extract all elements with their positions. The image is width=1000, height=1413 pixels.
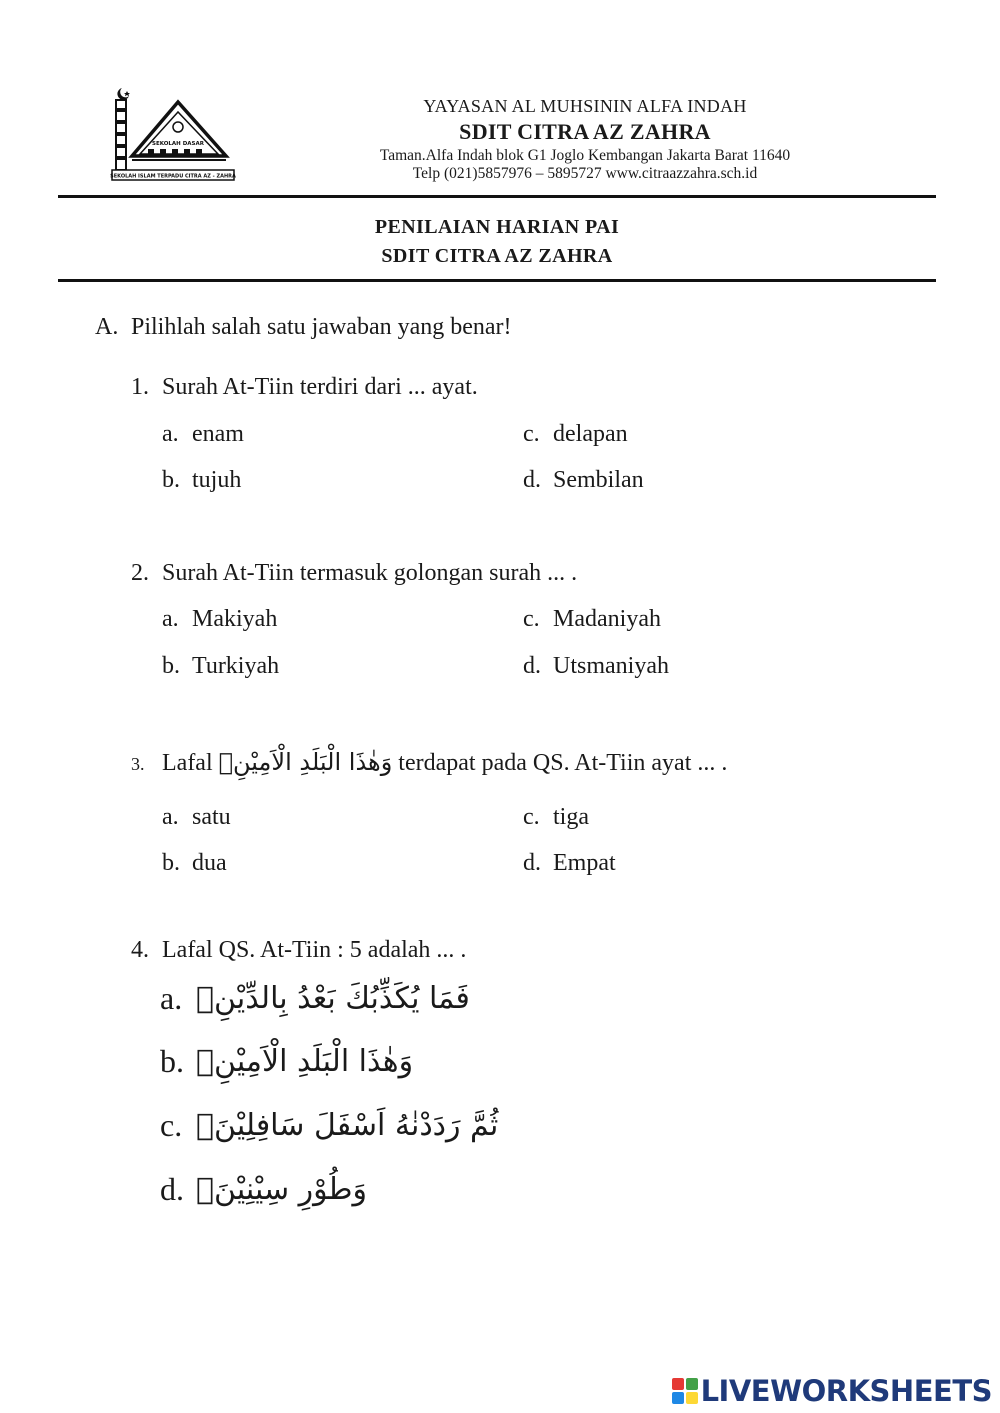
q4-option-a[interactable]: a. فَمَا يُكَذِّبُكَ بَعْدُ بِالدِّيْنِۗ <box>160 980 470 1016</box>
arabic-option-text: ثُمَّ رَدَدْنٰهُ اَسْفَلَ سَافِلِيْنَۙ <box>196 1108 499 1143</box>
svg-text:SEKOLAH DASAR: SEKOLAH DASAR <box>152 141 204 147</box>
q4-option-c[interactable]: c. ثُمَّ رَدَدْنٰهُ اَسْفَلَ سَافِلِيْنَۙ <box>160 1107 499 1143</box>
question-number: 1. <box>131 374 149 400</box>
q1-option-c[interactable]: c. delapan <box>523 421 628 447</box>
q4-option-b[interactable]: b. وَهٰذَا الْبَلَدِ الْاَمِيْنِۙ <box>160 1043 414 1079</box>
header-divider-bottom <box>58 279 936 282</box>
q4-option-d[interactable]: d. وَطُوْرِ سِيْنِيْنَۙ <box>160 1171 368 1207</box>
question-suffix: terdapat pada QS. At-Tiin ayat ... . <box>398 750 728 776</box>
q2-option-b[interactable]: b. Turkiyah <box>162 653 280 679</box>
q2-option-a[interactable]: a. Makiyah <box>162 606 278 632</box>
svg-text:SEKOLAH ISLAM TERPADU CITRA AZ: SEKOLAH ISLAM TERPADU CITRA AZ - ZAHRA <box>110 173 236 180</box>
watermark-text: LIVEWORKSHEETS <box>700 1374 992 1408</box>
question-prefix: Lafal <box>162 750 213 776</box>
arabic-option-text: وَهٰذَا الْبَلَدِ الْاَمِيْنِۙ <box>196 1044 414 1079</box>
liveworksheets-logo-icon <box>672 1378 698 1404</box>
question-3 <box>131 747 727 779</box>
q3-option-d[interactable]: d. Empat <box>523 850 616 876</box>
q1-option-d[interactable]: d. Sembilan <box>523 467 644 493</box>
liveworksheets-watermark[interactable] <box>672 1374 992 1408</box>
arabic-verse: وَهٰذَا الْبَلَدِ الْاَمِيْنِۙ <box>218 748 393 776</box>
question-text: Surah At-Tiin termasuk golongan surah ... . <box>162 560 578 586</box>
question-4 <box>131 935 466 965</box>
question-number: 3. <box>131 754 145 774</box>
q3-option-c[interactable]: c. tiga <box>523 804 589 830</box>
question-1 <box>131 372 478 402</box>
question-number: 2. <box>131 560 149 586</box>
foundation-name: YAYASAN AL MUHSININ ALFA INDAH <box>423 96 747 116</box>
exam-title: PENILAIAN HARIAN PAI <box>374 216 620 238</box>
school-building-icon <box>108 84 236 184</box>
school-contact: Telp (021)5857976 – 5895727 www.citraazzahra.sch.id <box>412 165 758 182</box>
q2-option-d[interactable]: d. Utsmaniyah <box>523 653 669 679</box>
question-text: Surah At-Tiin terdiri dari ... ayat. <box>162 374 478 400</box>
section-instruction <box>95 312 512 342</box>
school-address: Taman.Alfa Indah blok G1 Joglo Kembangan Jakarta Barat 11640 <box>379 147 791 164</box>
instruction-text: Pilihlah salah satu jawaban yang benar! <box>131 314 512 340</box>
header-divider-top <box>58 195 936 198</box>
q2-option-c[interactable]: c. Madaniyah <box>523 606 661 632</box>
question-number: 4. <box>131 937 149 963</box>
arabic-option-text: وَطُوْرِ سِيْنِيْنَۙ <box>196 1172 368 1207</box>
question-2 <box>131 558 577 588</box>
section-label: A. <box>95 314 119 340</box>
arabic-option-text: فَمَا يُكَذِّبُكَ بَعْدُ بِالدِّيْنِۗ <box>196 981 470 1016</box>
q1-option-a[interactable]: a. enam <box>162 421 244 447</box>
q3-option-a[interactable]: a. satu <box>162 804 231 830</box>
exam-subtitle: SDIT CITRA AZ ZAHRA <box>381 245 613 267</box>
q3-option-b[interactable]: b. dua <box>162 850 227 876</box>
question-text: Lafal QS. At-Tiin : 5 adalah ... . <box>162 937 467 963</box>
q1-option-b[interactable]: b. tujuh <box>162 467 242 493</box>
school-logo <box>108 84 236 184</box>
school-name: SDIT CITRA AZ ZAHRA <box>459 119 711 144</box>
